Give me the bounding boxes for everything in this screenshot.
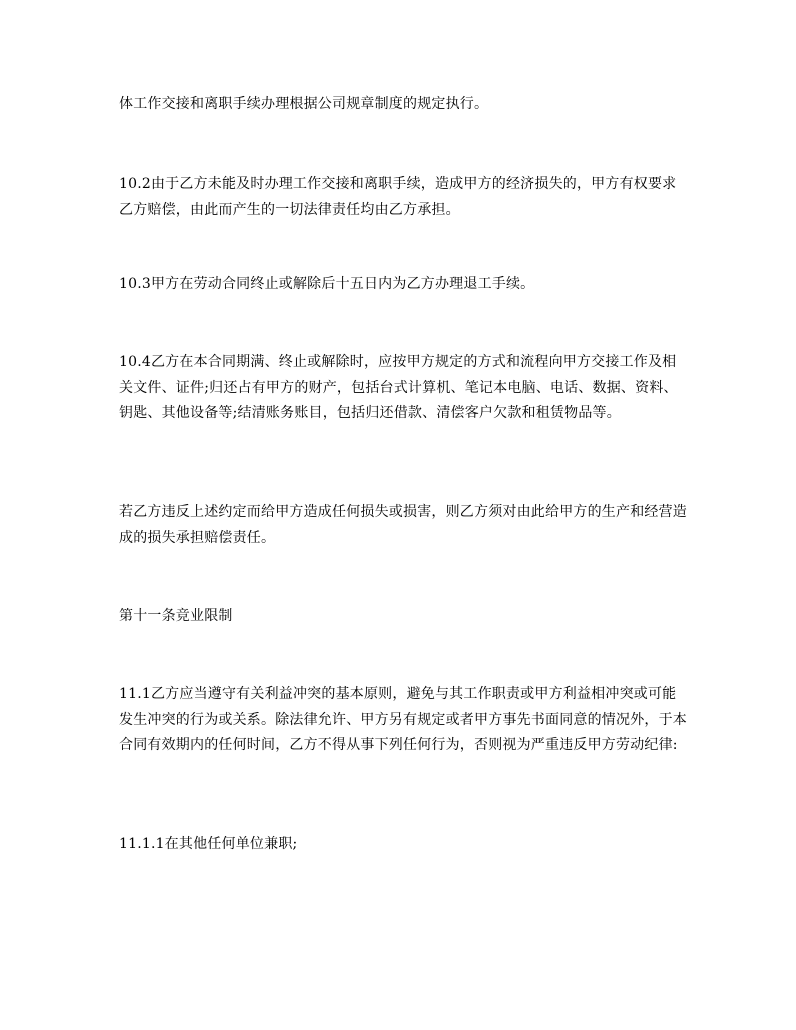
article-11-heading: 第十一条竞业限制	[119, 608, 233, 624]
clause-10-2: 10.2由于乙方未能及时办理工作交接和离职手续，造成甲方的经济损失的，甲方有权要求乙方赔偿，由此而产生的一切法律责任均由乙方承担。	[119, 176, 677, 218]
clause-10-4: 10.4乙方在本合同期满、终止或解除时，应按甲方规定的方式和流程向甲方交接工作及相关文件、证件;归还占有甲方的财产，包括台式计算机、笔记本电脑、电话、数据、资料、钥匙、其他设备等;结清账务账目，包括归还借款、清偿客户欠款和租赁物品等。	[119, 354, 678, 421]
paragraph-handover-procedure: 体工作交接和离职手续办理根据公司规章制度的规定执行。	[119, 96, 489, 112]
paragraph-breach-liability: 若乙方违反上述约定而给甲方造成任何损失或损害，则乙方须对由此给甲方的生产和经营造成的损失承担赔偿责任。	[119, 504, 687, 546]
clause-11-1: 11.1乙方应当遵守有关利益冲突的基本原则，避免与其工作职责或甲方利益相冲突或可能发生冲突的行为或关系。除法律允许、甲方另有规定或者甲方事先书面同意的情况外，于本合同有效期内的任何时间，乙方不得从事下列任何行为，否则视为严重违反甲方劳动纪律:	[119, 686, 687, 753]
clause-11-1-1: 11.1.1在其他任何单位兼职;	[119, 836, 298, 852]
clause-10-3: 10.3甲方在劳动合同终止或解除后十五日内为乙方办理退工手续。	[119, 276, 535, 292]
